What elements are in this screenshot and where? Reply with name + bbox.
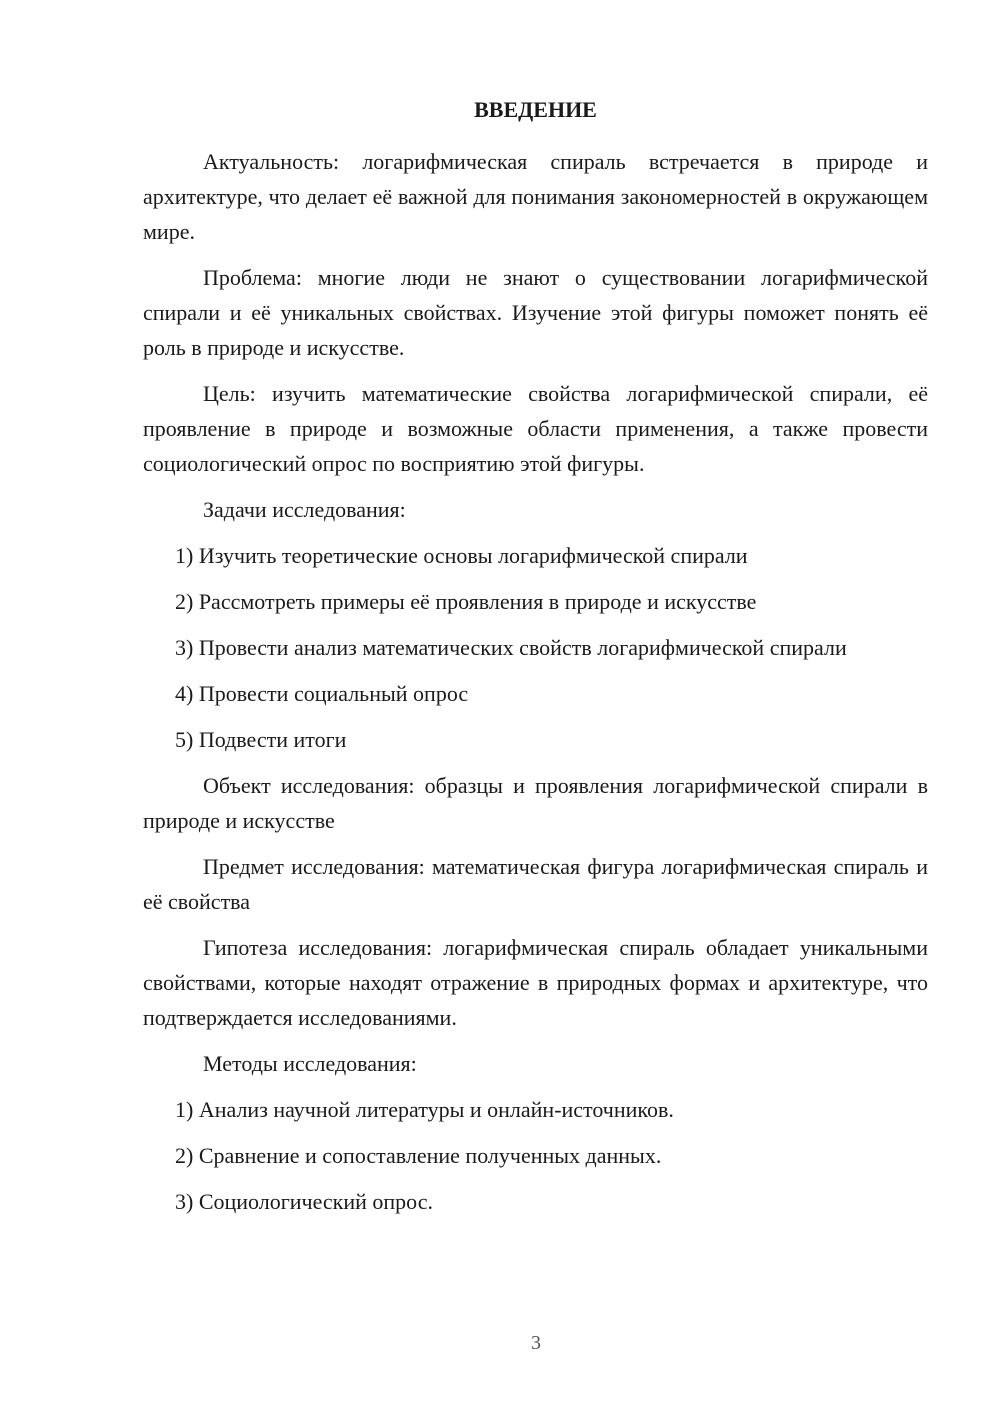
task-item: 3) Провести анализ математических свойств логарифмической спирали	[175, 635, 847, 660]
method-item: 2) Сравнение и сопоставление полученных данных.	[175, 1143, 662, 1168]
subject-paragraph: Предмет исследования: математическая фигура логарифмическая спираль и её свойства	[143, 854, 928, 914]
hypothesis-paragraph: Гипотеза исследования: логарифмическая спираль обладает уникальными свойствами, которые находят отражение в природных формах и архитектуре, что подтверждается исследованиями.	[143, 935, 928, 1030]
task-item: 4) Провести социальный опрос	[175, 681, 469, 706]
page-number: 3	[531, 1332, 541, 1354]
relevance-paragraph: Актуальность: логарифмическая спираль встречается в природе и архитектуре, что делает её важной для понимания закономерностей в окружающем мире.	[143, 149, 928, 244]
problem-paragraph: Проблема: многие люди не знают о существовании логарифмической спирали и её уникальных свойствах. Изучение этой фигуры поможет понять её роль в природе и искусстве.	[143, 265, 928, 360]
task-item: 2) Рассмотреть примеры её проявления в природе и искусстве	[175, 589, 757, 614]
document-page	[143, 95, 928, 1230]
task-item: 5) Подвести итоги	[175, 727, 347, 752]
methods-title: Методы исследования:	[203, 1051, 417, 1076]
section-heading: ВВЕДЕНИЕ	[474, 97, 597, 122]
method-item: 3) Социологический опрос.	[175, 1189, 433, 1214]
object-paragraph: Объект исследования: образцы и проявления логарифмической спирали в природе и искусстве	[143, 773, 928, 833]
task-item: 1) Изучить теоретические основы логарифмической спирали	[175, 543, 748, 568]
method-item: 1) Анализ научной литературы и онлайн-источников.	[175, 1097, 674, 1122]
goal-paragraph: Цель: изучить математические свойства логарифмической спирали, её проявление в природе и возможные области применения, а также провести социологический опрос по восприятию этой фигуры.	[143, 381, 928, 476]
tasks-title: Задачи исследования:	[203, 497, 406, 522]
